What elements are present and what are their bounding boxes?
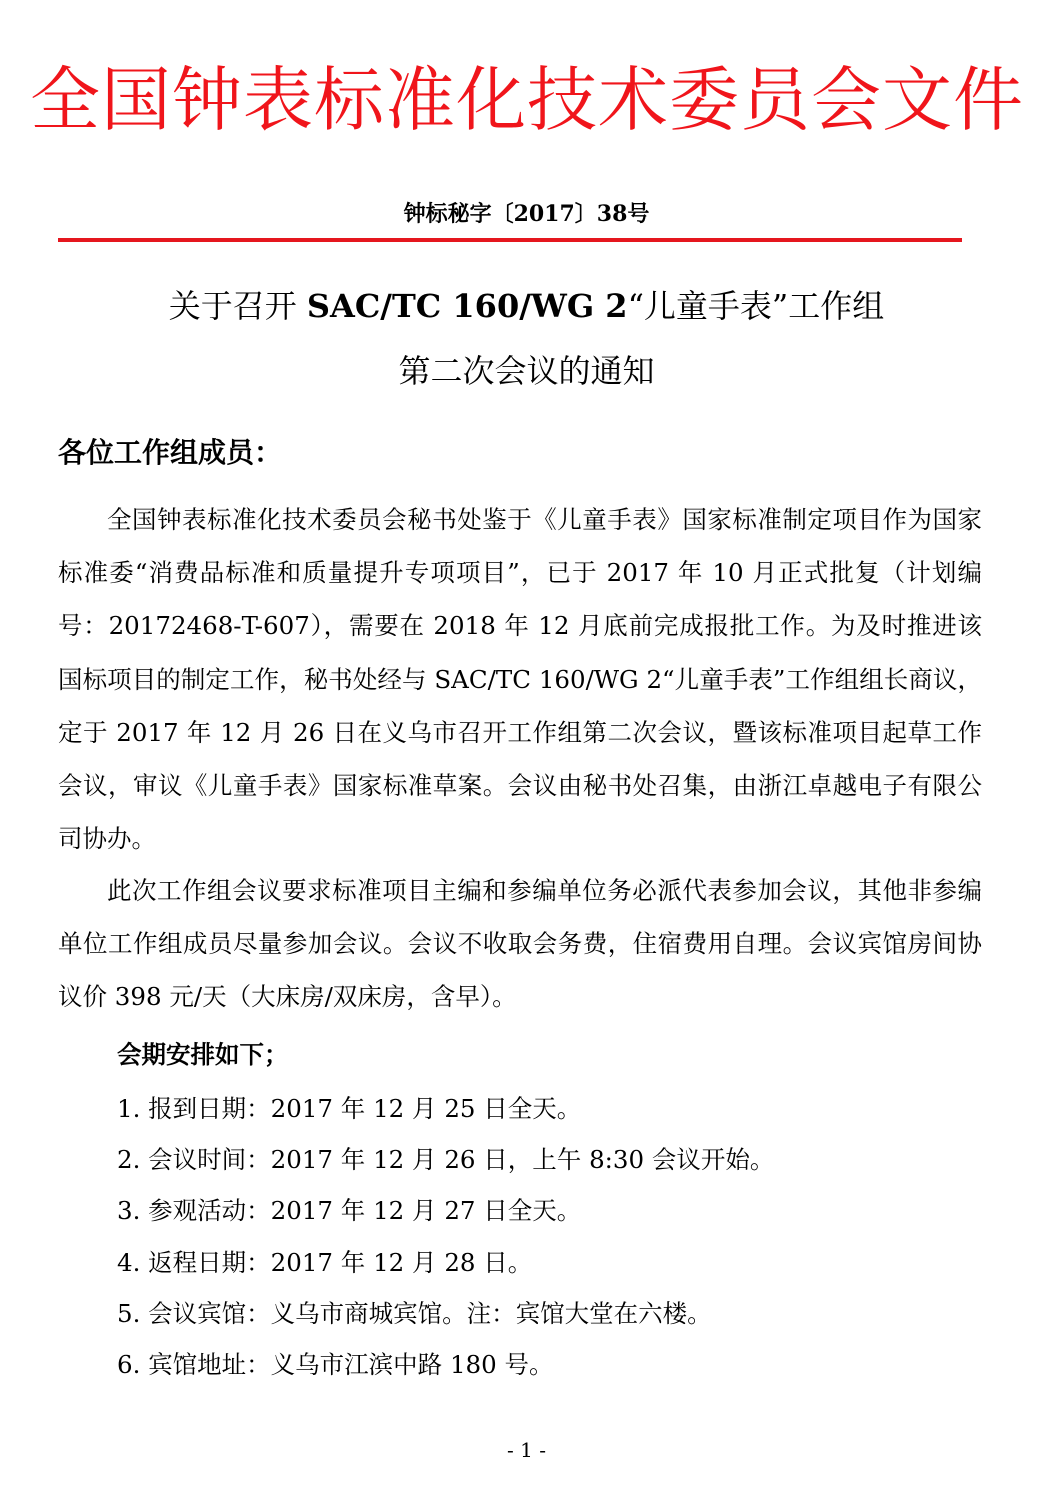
- notice-title-line-1: [0, 283, 1053, 329]
- header-divider-rule: [58, 238, 962, 242]
- notice-title-suffix: “儿童手表”工作组: [627, 287, 885, 325]
- notice-title-code: SAC/TC 160/WG 2: [306, 287, 628, 325]
- schedule-item-registration: 1. 报到日期：2017 年 12 月 25 日全天。: [117, 1094, 582, 1123]
- page-number: - 1 -: [507, 1438, 546, 1462]
- notice-title-prefix: 关于召开: [168, 287, 307, 325]
- salutation: 各位工作组成员：: [58, 436, 283, 469]
- schedule-item-return: 4. 返程日期：2017 年 12 月 28 日。: [117, 1247, 533, 1277]
- schedule-item-hotel: 5. 会议宾馆：义乌市商城宾馆。注：宾馆大堂在六楼。: [117, 1298, 712, 1328]
- schedule-item-meeting-time: 2. 会议时间：2017 年 12 月 26 日，上午 8:30 会议开始。: [117, 1145, 775, 1175]
- schedule-item-hotel-address: 6. 宾馆地址：义乌市江滨中路 180 号。: [117, 1350, 554, 1380]
- schedule-heading: 会期安排如下；: [117, 1040, 289, 1069]
- issuer-header-title: 全国钟表标准化技术委员会文件: [30, 59, 1024, 141]
- body-paragraph-2: 此次工作组会议要求标准项目主编和参编单位务必派代表参加会议，其他非参编单位工作组成员尽量参加会议。会议不收取会务费，住宿费用自理。会议宾馆房间协议价 398 元/天（大床房/双床房，含早）。: [58, 876, 982, 1012]
- schedule-list: [117, 1083, 774, 1390]
- schedule-item-visit: 3. 参观活动：2017 年 12 月 27 日全天。: [117, 1196, 582, 1226]
- body-paragraph-1: 全国钟表标准化技术委员会秘书处鉴于《儿童手表》国家标准制定项目作为国家标准委“消费品标准和质量提升专项项目”，已于 2017 年 10 月正式批复（计划编号：20172468-T-607），需要在 2018 年 12 月底前完成报批工作。为及时推进该国标项目的制定工作，秘书处经与 SAC/TC 160/WG 2“儿童手表”工作组组长商议，定于 2017 年 12 月 26 日在义乌市召开工作组第二次会议，暨该标准项目起草工作会议，审议《儿童手表》国家标准草案。会议由秘书处召集，由浙江卓越电子有限公司协办。: [58, 505, 982, 854]
- document-number: 钟标秘字〔2017〕38号: [403, 201, 650, 227]
- notice-title-line-2: 第二次会议的通知: [398, 352, 655, 390]
